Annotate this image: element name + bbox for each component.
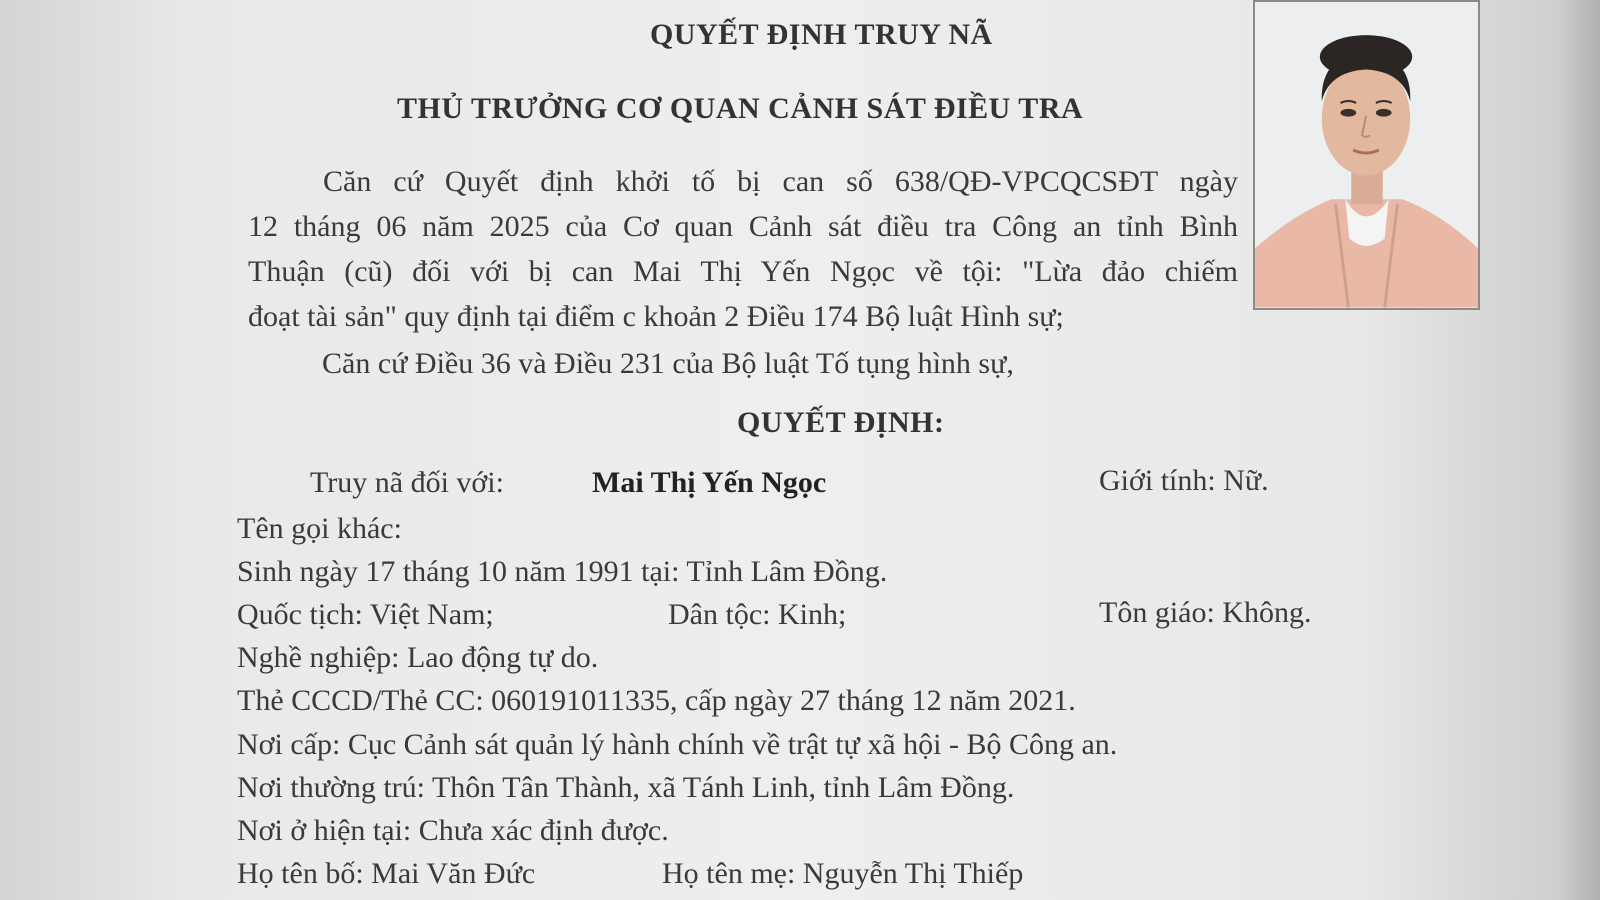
basis-line-3: Thuận (cũ) đối với bị can Mai Thị Yến Ngọc về tội: "Lừa đảo chiếm	[248, 255, 1238, 288]
birth-info: Sinh ngày 17 tháng 10 năm 1991 tại: Tỉnh Lâm Đồng.	[237, 555, 888, 588]
permanent-residence: Nơi thường trú: Thôn Tân Thành, xã Tánh Linh, tỉnh Lâm Đồng.	[237, 771, 1015, 804]
basis-line-4: đoạt tài sản" quy định tại điểm c khoản 2 Điều 174 Bộ luật Hình sự;	[248, 300, 1064, 333]
basis-second: Căn cứ Điều 36 và Điều 231 của Bộ luật Tố tụng hình sự,	[322, 347, 1014, 380]
ethnicity: Dân tộc: Kinh;	[668, 598, 847, 631]
issuing-authority: THỦ TRƯỞNG CƠ QUAN CẢNH SÁT ĐIỀU TRA	[397, 92, 1084, 125]
alias: Tên gọi khác:	[237, 512, 402, 545]
decision-heading: QUYẾT ĐỊNH:	[737, 406, 945, 439]
current-residence: Nơi ở hiện tại: Chưa xác định được.	[237, 814, 669, 847]
basis-line-2: 12 tháng 06 năm 2025 của Cơ quan Cảnh sát điều tra Công an tỉnh Bình	[248, 210, 1238, 243]
religion: Tôn giáo: Không.	[1099, 596, 1312, 629]
gender: Giới tính: Nữ.	[1099, 464, 1269, 497]
portrait-image	[1255, 2, 1478, 308]
occupation: Nghề nghiệp: Lao động tự do.	[237, 641, 599, 674]
document-title: QUYẾT ĐỊNH TRUY NÃ	[650, 18, 993, 51]
id-card: Thẻ CCCD/Thẻ CC: 060191011335, cấp ngày 27 tháng 12 năm 2021.	[237, 684, 1076, 717]
wanted-name: Mai Thị Yến Ngọc	[592, 466, 827, 499]
issued-by: Nơi cấp: Cục Cảnh sát quản lý hành chính về trật tự xã hội - Bộ Công an.	[237, 728, 1118, 761]
wanted-label: Truy nã đối với:	[310, 466, 504, 499]
suspect-photo	[1253, 0, 1480, 310]
paper-edge-shadow	[1560, 0, 1600, 900]
nationality: Quốc tịch: Việt Nam;	[237, 598, 494, 631]
basis-line-1: Căn cứ Quyết định khởi tố bị can số 638/QĐ-VPCQCSĐT ngày	[323, 165, 1238, 198]
mother-name: Họ tên mẹ: Nguyễn Thị Thiếp	[662, 857, 1024, 890]
basis-paragraph	[248, 165, 1238, 334]
father-name: Họ tên bố: Mai Văn Đức	[237, 857, 536, 890]
